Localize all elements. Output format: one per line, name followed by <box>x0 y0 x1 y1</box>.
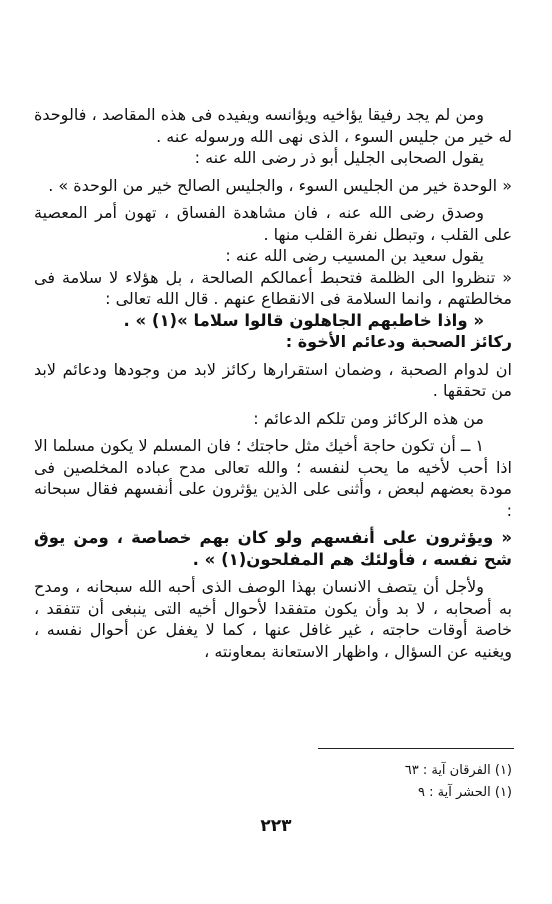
quran-verse-hashr: « ويؤثرون على أنفسهم ولو كان بهم خصاصة ، ومن يوق شح نفسه ، فأولئك هم المفلحون(١) » . <box>34 528 512 569</box>
footnotes <box>405 760 512 804</box>
paragraph-pillars: ان لدوام الصحبة ، وضمان استقرارها ركائز لابد من وجودها ودعائم لابد من تحققها . <box>34 359 512 400</box>
paragraph-commentary: وصدق رضى الله عنه ، فان مشاهدة الفساق ، تهون أمر المعصية على القلب ، وتبطل نفرة القلب منها . <box>34 203 512 244</box>
quote-abu-dhar: « الوحدة خير من الجليس السوء ، والجليس الصالح خير من الوحدة » . <box>48 175 512 195</box>
footnote-hashr: (١) الحشر آية : ٩ <box>418 785 512 800</box>
page-body <box>34 104 512 662</box>
footnote-furqan: (١) الفرقان آية : ٦٣ <box>404 763 512 778</box>
section-heading: ركائز الصحبة ودعائم الأخوة : <box>285 332 512 351</box>
paragraph-closing: ولأجل أن يتصف الانسان بهذا الوصف الذى أحبه الله سبحانه ، ومدح به أصحابه ، لا بد وأن يكون متفقدا لأحوال أخيه التى ينبغى أن تتفقد ، خاصة أوقات حاجته ، غير غافل عنها ، كما لا يغفل عن أحوال نفسه ، ويغنيه عن السؤال ، واظهار الاستعانة بمعاونته ، <box>34 577 512 661</box>
paragraph-pillars-intro: من هذه الركائز ومن تلكم الدعائم : <box>253 408 484 428</box>
paragraph-solitude: ومن لم يجد رفيقا يؤاخيه ويؤانسه ويفيده فى هذه المقاصد ، فالوحدة له خير من جليس السوء ، الذى نهى الله ورسوله عنه . <box>34 105 512 146</box>
quote-ibn-musayyib: « تنظروا الى الظلمة فتحبط أعمالكم الصالحة ، بل هؤلاء لا سلامة فى مخالطتهم ، وانما السلامة فى الانقطاع عنهم . قال الله تعالى : <box>34 267 512 308</box>
paragraph-ibn-musayyib-intro: يقول سعيد بن المسيب رضى الله عنه : <box>225 246 484 265</box>
paragraph-point-one: ١ ــ أن تكون حاجة أخيك مثل حاجتك ؛ فان المسلم لا يكون مسلما الا اذا أحب لأخيه ما يحب لنفسه ؛ والله تعالى مدح عباده المخلصين فى مودة بعضهم لبعض ، وأثنى على الذين يؤثرون على أنفسهم فقال سبحانه : <box>34 436 512 520</box>
paragraph-abu-dhar-intro: يقول الصحابى الجليل أبو ذر رضى الله عنه : <box>194 148 484 167</box>
quran-verse-furqan: « واذا خاطبهم الجاهلون قالوا سلاما »(١) » . <box>123 310 484 330</box>
page-number: ٢٢٣ <box>260 816 292 836</box>
footnote-divider <box>318 748 514 749</box>
